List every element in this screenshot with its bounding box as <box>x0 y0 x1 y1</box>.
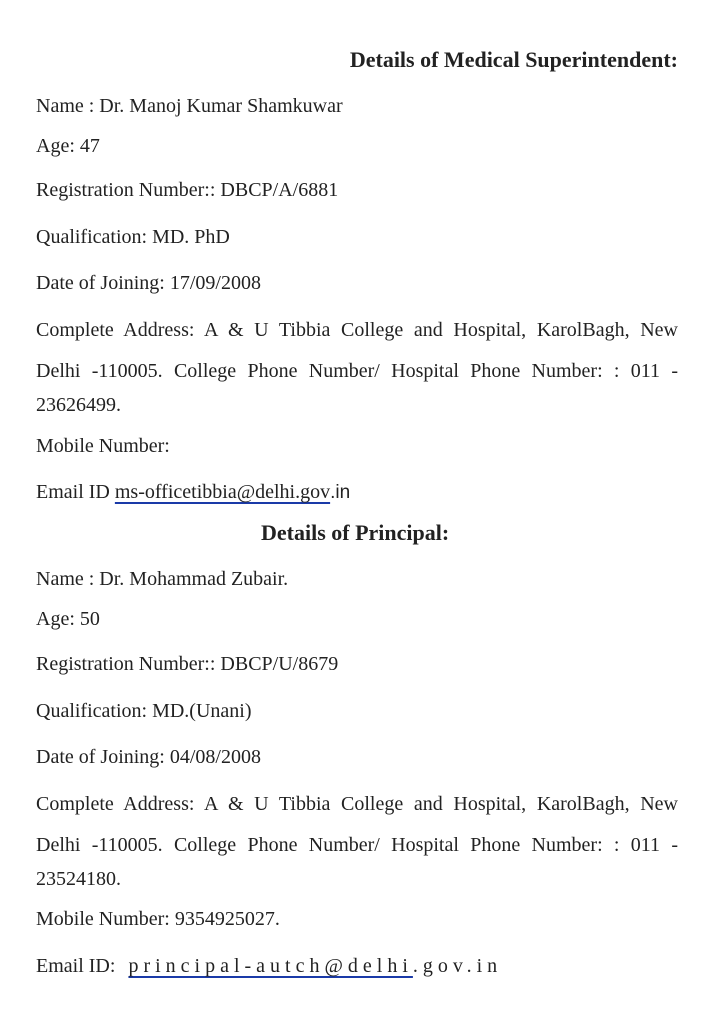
ms-registration: Registration Number:: DBCP/A/6881 <box>36 179 339 201</box>
ms-age: Age: 47 <box>36 135 100 157</box>
ms-email-row <box>36 480 350 505</box>
principal-address-line-2: Delhi -110005. College Phone Number/ Hospital Phone Number: : 011 - <box>36 834 678 856</box>
principal-email-label: Email ID: <box>36 955 116 977</box>
principal-address-line-3: 23524180. <box>36 868 121 890</box>
principal-email-row <box>36 954 502 978</box>
ms-email-tail[interactable]: .in <box>330 482 351 503</box>
ms-joining-date: Date of Joining: 17/09/2008 <box>36 272 261 294</box>
ms-mobile: Mobile Number: <box>36 435 170 457</box>
principal-registration: Registration Number:: DBCP/U/8679 <box>36 653 339 675</box>
principal-age: Age: 50 <box>36 608 100 630</box>
principal-heading: Details of Principal: <box>261 520 450 545</box>
ms-name: Name : Dr. Manoj Kumar Shamkuwar <box>36 95 343 117</box>
principal-qualification: Qualification: MD.(Unani) <box>36 700 252 722</box>
ms-email-label: Email ID <box>36 481 110 503</box>
ms-address-line-2: Delhi -110005. College Phone Number/ Hospital Phone Number: : 011 - <box>36 360 678 382</box>
principal-address-line-1: Complete Address: A & U Tibbia College and Hospital, KarolBagh, New <box>36 793 678 815</box>
principal-email-tail[interactable]: .gov.in <box>412 955 503 977</box>
ms-qualification: Qualification: MD. PhD <box>36 226 230 248</box>
ms-heading: Details of Medical Superintendent: <box>349 47 678 72</box>
ms-address-line-1: Complete Address: A & U Tibbia College and Hospital, KarolBagh, New <box>36 319 678 341</box>
ms-email-link[interactable]: ms-officetibbia@delhi.gov <box>114 481 331 503</box>
principal-joining-date: Date of Joining: 04/08/2008 <box>36 746 261 768</box>
principal-mobile: Mobile Number: 9354925027. <box>36 908 280 930</box>
principal-name: Name : Dr. Mohammad Zubair. <box>36 568 289 590</box>
ms-address-line-3: 23626499. <box>36 394 121 416</box>
principal-email-link[interactable]: principal-autch@delhi <box>128 955 413 977</box>
